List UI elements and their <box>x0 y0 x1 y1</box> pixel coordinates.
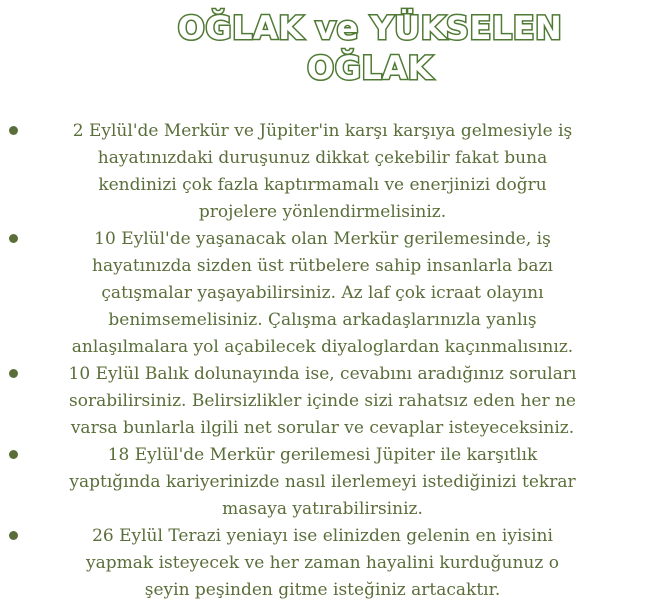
text-line: kendinizi çok fazla kaptırmamalı ve enerjinizi doğru <box>98 175 547 195</box>
text-line: projelere yönlendirmelisiniz. <box>198 202 447 222</box>
page-title: OĞLAK ve YÜKSELEN OĞLAK <box>177 9 563 87</box>
list-item <box>0 226 645 361</box>
list-item <box>0 118 645 226</box>
text-line: 18 Eylül'de Merkür gerilemesi Jüpiter ile karşıtlık <box>107 445 538 465</box>
bullet-dot <box>9 369 18 378</box>
text-line: sorabilirsiniz. Belirsizlikler içinde sizi rahatsız eden her ne <box>69 391 576 411</box>
text-line: benimsemelisiniz. Çalışma arkadaşlarınızla yanlış <box>108 310 537 330</box>
text-line: 10 Eylül'de yaşanacak olan Merkür gerilemesinde, iş <box>94 229 551 249</box>
text-line: yaptığında kariyerinizde nasıl ilerlemeyi istediğinizi tekrar <box>69 472 576 492</box>
text-line: masaya yatırabilirsiniz. <box>222 499 423 519</box>
text-line: anlaşılmalara yol açabilecek diyaloglardan kaçınmalısınız. <box>71 337 574 357</box>
text-line: varsa bunlarla ilgili net sorular ve cevaplar isteyeceksiniz. <box>70 418 575 438</box>
text-line: 26 Eylül Terazi yeniayı ise elinizden gelenin en iyisini <box>92 526 553 546</box>
text-line: şeyin peşinden gitme isteğiniz artacaktır. <box>144 580 501 600</box>
text-line: 2 Eylül'de Merkür ve Jüpiter'in karşı karşıya gelmesiyle iş <box>72 121 573 141</box>
bullet-list <box>0 118 645 604</box>
text-line: çatışmalar yaşayabilirsiniz. Az laf çok icraat olayını <box>101 283 544 303</box>
list-item <box>0 442 645 523</box>
text-line: hayatınızda sizden üst rütbelere sahip insanlarla bazı <box>92 256 553 276</box>
text-line: hayatınızdaki duruşunuz dikkat çekebilir fakat buna <box>97 148 548 168</box>
bullet-dot <box>9 531 18 540</box>
list-item <box>0 523 645 604</box>
list-item <box>0 361 645 442</box>
bullet-dot <box>9 126 18 135</box>
text-line: 10 Eylül Balık dolunayında ise, cevabını aradığınız soruları <box>68 364 577 384</box>
bullet-dot <box>9 450 18 459</box>
text-line: yapmak isteyecek ve her zaman hayalini kurduğunuz o <box>86 553 559 573</box>
bullet-dot <box>9 234 18 243</box>
